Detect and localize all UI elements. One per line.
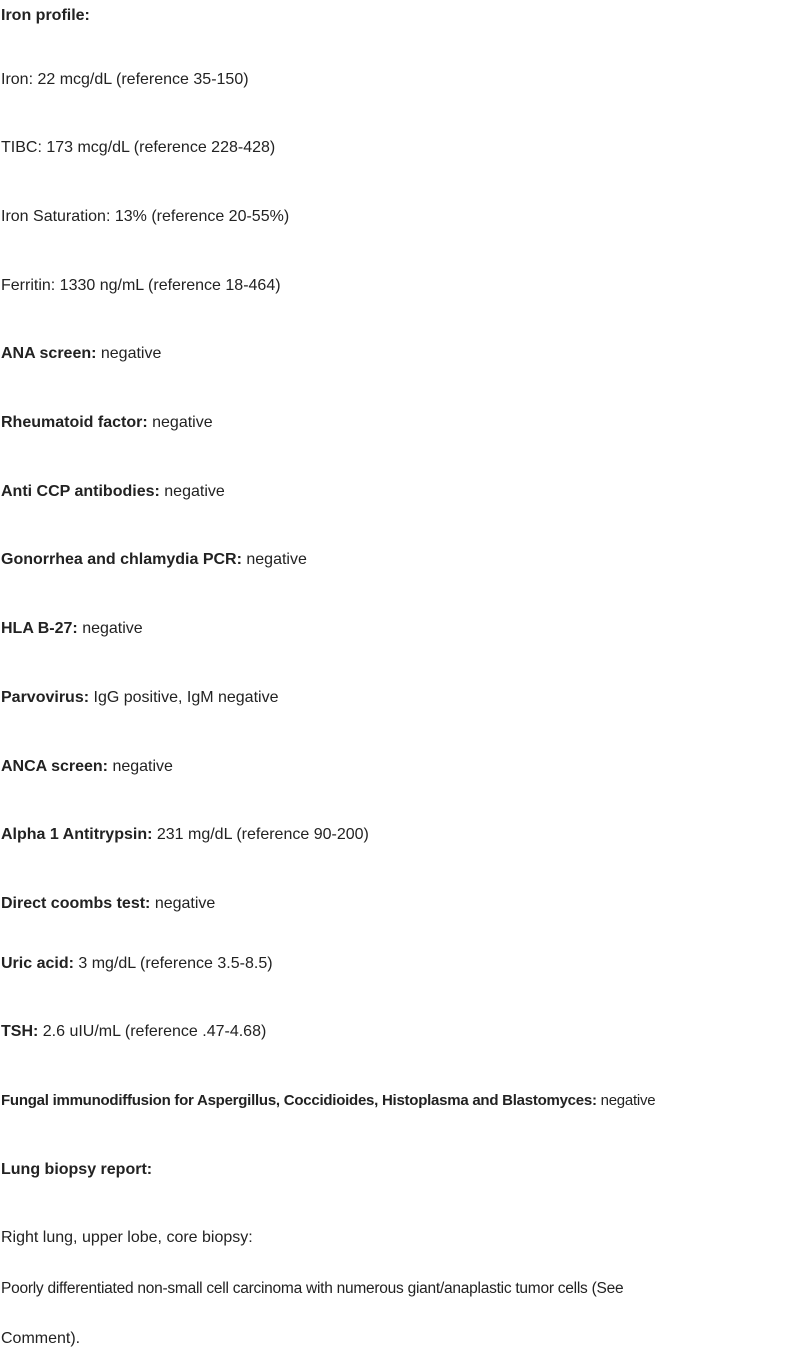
result-value: 3 mg/dL (reference 3.5-8.5) xyxy=(73,955,273,972)
iron-profile-heading: Iron profile: xyxy=(1,7,90,24)
result-line-tsh xyxy=(1,1022,266,1042)
biopsy-diagnosis-line-2: Comment). xyxy=(1,1330,81,1347)
lung-biopsy-heading: Lung biopsy report: xyxy=(1,1161,153,1178)
biopsy-diagnosis-line-1: Poorly differentiated non-small cell carcinoma with numerous giant/anaplastic tumor cells (See xyxy=(1,1280,624,1297)
result-line-rheumatoid-factor xyxy=(1,413,213,433)
result-label: HLA B-27: xyxy=(1,620,78,637)
result-label: Alpha 1 Antitrypsin: xyxy=(1,826,153,843)
result-value: negative xyxy=(147,414,213,431)
result-label: Gonorrhea and chlamydia PCR: xyxy=(1,551,242,568)
result-line-hla-b27 xyxy=(1,619,143,639)
result-label: Anti CCP antibodies: xyxy=(1,483,160,500)
tibc-result: TIBC: 173 mcg/dL (reference 228-428) xyxy=(1,139,276,156)
result-value: negative xyxy=(77,620,143,637)
result-line-parvovirus xyxy=(1,688,278,708)
result-value: IgG positive, IgM negative xyxy=(89,689,279,706)
result-label: Direct coombs test: xyxy=(1,895,151,912)
result-value: negative xyxy=(241,551,307,568)
result-label: Rheumatoid factor: xyxy=(1,414,148,431)
result-value: negative xyxy=(159,483,225,500)
result-line-anca xyxy=(1,757,173,777)
iron-saturation-result: Iron Saturation: 13% (reference 20-55%) xyxy=(1,208,290,225)
result-value: negative xyxy=(108,758,173,775)
ferritin-result: Ferritin: 1330 ng/mL (reference 18-464) xyxy=(1,277,281,294)
biopsy-site: Right lung, upper lobe, core biopsy: xyxy=(1,1229,253,1246)
result-value: 231 mg/dL (reference 90-200) xyxy=(152,826,369,843)
result-line-ana xyxy=(1,344,161,364)
result-line-uric-acid xyxy=(1,954,273,974)
result-line-direct-coombs xyxy=(1,894,215,914)
result-value: negative xyxy=(596,1092,656,1109)
iron-result: Iron: 22 mcg/dL (reference 35-150) xyxy=(1,71,249,88)
result-line-fungal-immunodiffusion xyxy=(1,1091,655,1111)
result-label: Parvovirus: xyxy=(1,689,90,706)
result-line-alpha1-antitrypsin xyxy=(1,825,369,845)
result-label: ANCA screen: xyxy=(1,758,108,775)
result-label: Uric acid: xyxy=(1,955,74,972)
result-value: 2.6 uIU/mL (reference .47-4.68) xyxy=(38,1023,267,1040)
result-label: TSH: xyxy=(1,1023,39,1040)
result-value: negative xyxy=(150,895,216,912)
result-label: ANA screen: xyxy=(1,345,97,362)
result-label: Fungal immunodiffusion for Aspergillus, Coccidioides, Histoplasma and Blastomyces: xyxy=(1,1092,597,1109)
result-line-gonorrhea-chlamydia xyxy=(1,550,307,570)
result-line-anti-ccp xyxy=(1,482,225,502)
result-value: negative xyxy=(96,345,162,362)
